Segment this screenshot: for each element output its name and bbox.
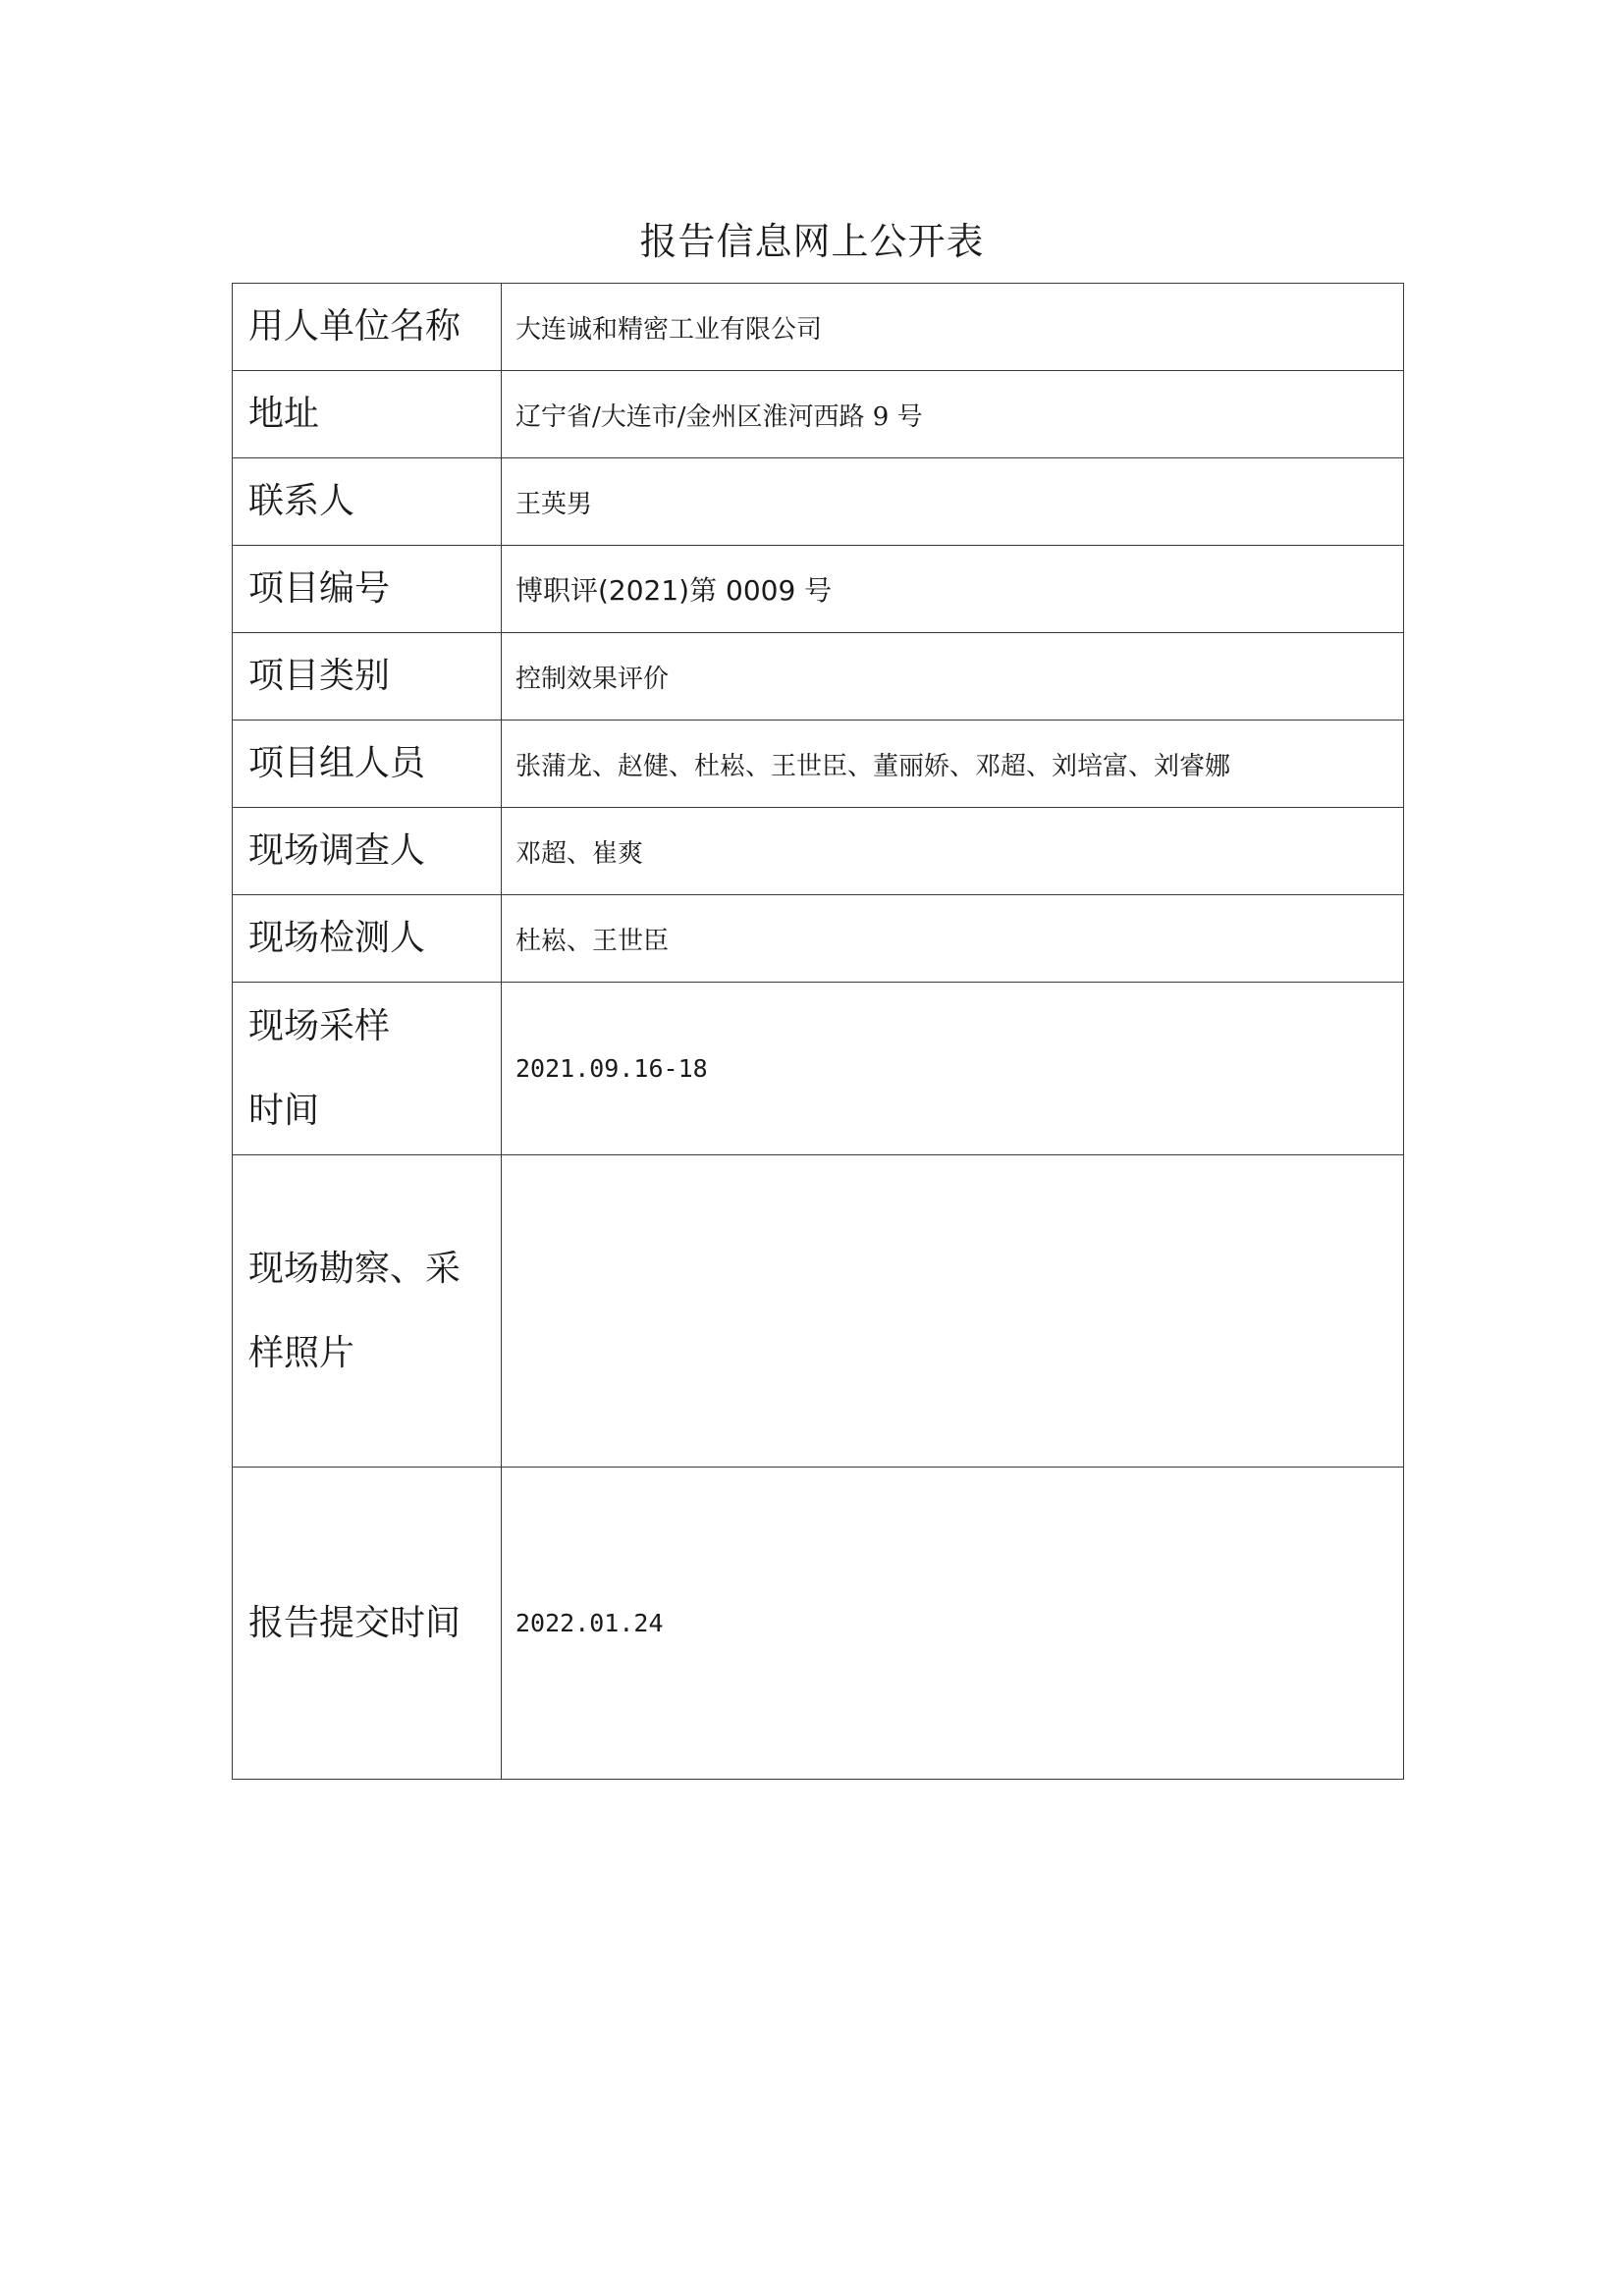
photos-label-text: 现场勘察、采样照片 xyxy=(248,1248,461,1373)
row-label-employer: 用人单位名称 xyxy=(233,284,502,371)
row-value-address: 辽宁省/大连市/金州区淮河西路 9 号 xyxy=(502,371,1404,458)
row-value-project-category: 控制效果评价 xyxy=(502,633,1404,721)
table-row xyxy=(233,371,1404,458)
table-row xyxy=(233,721,1404,808)
sampling-time-label-text: 现场采样时间 xyxy=(248,1005,391,1131)
row-value-site-investigator: 邓超、崔爽 xyxy=(502,808,1404,895)
table-row xyxy=(233,895,1404,983)
row-label-site-inspector: 现场检测人 xyxy=(233,895,502,983)
row-label-photos xyxy=(233,1155,502,1468)
table-row xyxy=(233,808,1404,895)
row-label-project-number: 项目编号 xyxy=(233,546,502,633)
row-label-sampling-time xyxy=(233,983,502,1155)
row-value-submit-time: 2022.01.24 xyxy=(502,1468,1404,1780)
info-table xyxy=(232,283,1404,1780)
table-row xyxy=(233,1155,1404,1468)
row-value-contact: 王英男 xyxy=(502,458,1404,546)
row-label-contact: 联系人 xyxy=(233,458,502,546)
row-value-project-members: 张蒲龙、赵健、杜崧、王世臣、董丽娇、邓超、刘培富、刘睿娜 xyxy=(502,721,1404,808)
row-value-project-number: 博职评(2021)第 0009 号 xyxy=(502,546,1404,633)
table-row xyxy=(233,983,1404,1155)
row-label-address: 地址 xyxy=(233,371,502,458)
row-label-project-category: 项目类别 xyxy=(233,633,502,721)
row-value-employer: 大连诚和精密工业有限公司 xyxy=(502,284,1404,371)
page-title: 报告信息网上公开表 xyxy=(639,220,985,263)
table-row xyxy=(233,458,1404,546)
table-row xyxy=(233,1468,1404,1780)
row-label-submit-time: 报告提交时间 xyxy=(233,1468,502,1780)
table-row xyxy=(233,546,1404,633)
table-row xyxy=(233,633,1404,721)
row-value-site-inspector: 杜崧、王世臣 xyxy=(502,895,1404,983)
table-row xyxy=(233,284,1404,371)
row-label-project-members: 项目组人员 xyxy=(233,721,502,808)
row-label-site-investigator: 现场调查人 xyxy=(233,808,502,895)
row-value-sampling-time: 2021.09.16-18 xyxy=(502,983,1404,1155)
row-value-photos xyxy=(502,1155,1404,1468)
